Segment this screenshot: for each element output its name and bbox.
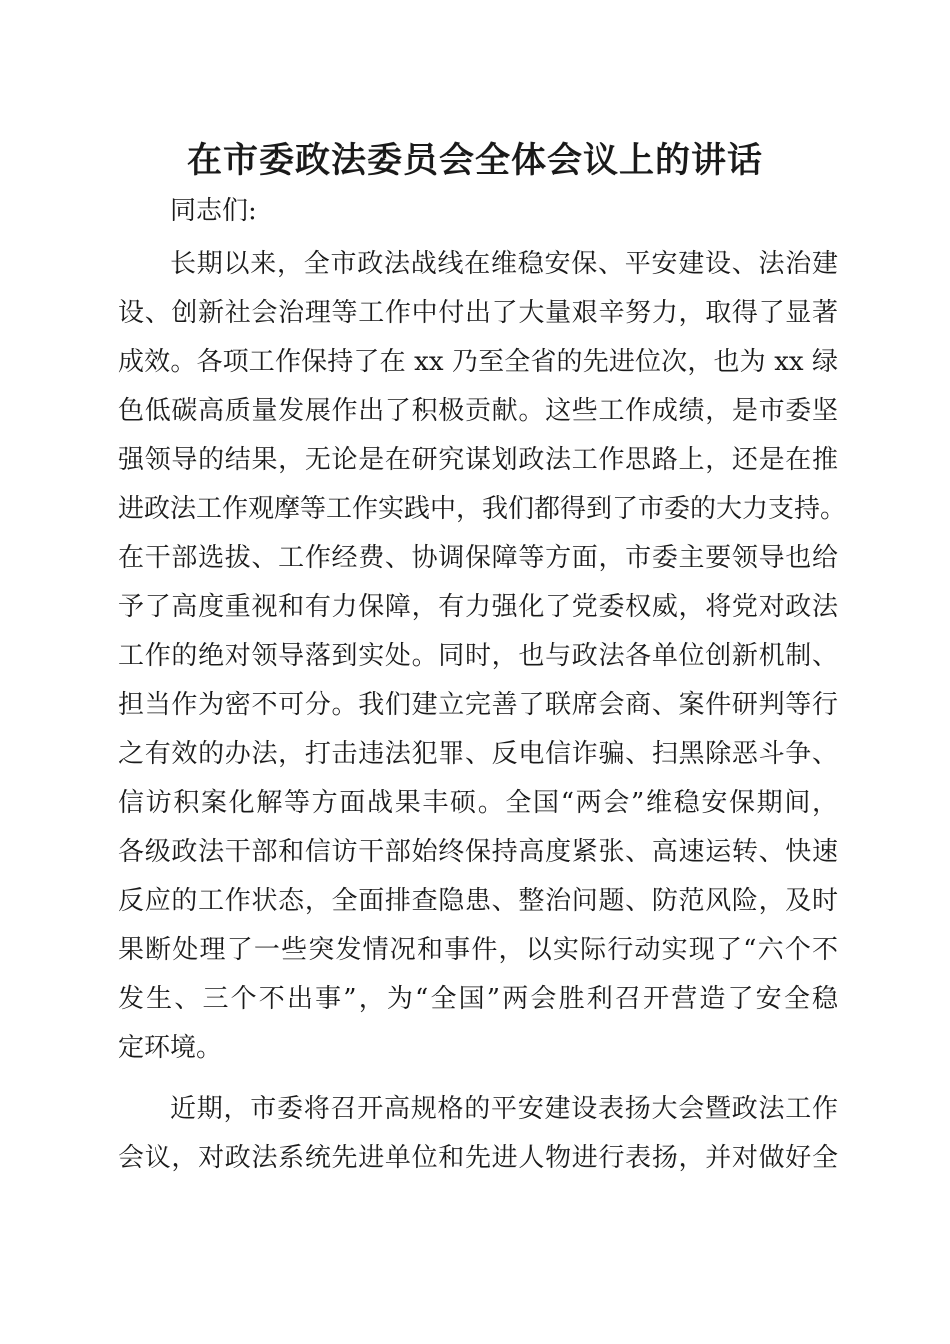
document-title: 在市委政法委员会全体会议上的讲话 xyxy=(186,140,763,181)
paragraph-line: 定环境。 xyxy=(118,1033,223,1063)
paragraph-line: 设、创新社会治理等工作中付出了大量艰辛努力，取得了显著 xyxy=(118,298,838,328)
paragraph-line: 在干部选拔、工作经费、协调保障等方面，市委主要领导也给 xyxy=(118,543,838,573)
paragraph-line: 信访积案化解等方面战果丰硕。全国“两会”维稳安保期间， xyxy=(118,788,838,818)
paragraph-line: 色低碳高质量发展作出了积极贡献。这些工作成绩，是市委坚 xyxy=(118,396,838,426)
paragraph-line: 发生、三个不出事”，为“全国”两会胜利召开营造了安全稳 xyxy=(118,984,838,1014)
paragraph-line: 近期，市委将召开高规格的平安建设表扬大会暨政法工作 xyxy=(170,1094,838,1124)
paragraph-line: 果断处理了一些突发情况和事件，以实际行动实现了“六个不 xyxy=(118,935,838,965)
paragraph-line: 予了高度重视和有力保障，有力强化了党委权威，将党对政法 xyxy=(118,592,838,622)
paragraph-line: 工作的绝对领导落到实处。同时，也与政法各单位创新机制、 xyxy=(118,641,838,671)
paragraph-line: 之有效的办法，打击违法犯罪、反电信诈骗、扫黑除恶斗争、 xyxy=(118,739,838,769)
salutation: 同志们: xyxy=(170,196,257,226)
paragraph-line: 成效。各项工作保持了在 xx 乃至全省的先进位次，也为 xx 绿 xyxy=(118,347,838,377)
paragraph-line: 担当作为密不可分。我们建立完善了联席会商、案件研判等行 xyxy=(118,690,838,720)
paragraph-line: 各级政法干部和信访干部始终保持高度紧张、高速运转、快速 xyxy=(118,837,838,867)
paragraph-line: 进政法工作观摩等工作实践中，我们都得到了市委的大力支持。 xyxy=(118,494,847,524)
paragraph-line: 会议，对政法系统先进单位和先进人物进行表扬，并对做好全 xyxy=(118,1143,838,1173)
paragraph-line: 长期以来，全市政法战线在维稳安保、平安建设、法治建 xyxy=(170,249,838,279)
paragraph-line: 反应的工作状态，全面排查隐患、整治问题、防范风险，及时 xyxy=(118,886,838,916)
paragraph-line: 强领导的结果，无论是在研究谋划政法工作思路上，还是在推 xyxy=(118,445,838,475)
